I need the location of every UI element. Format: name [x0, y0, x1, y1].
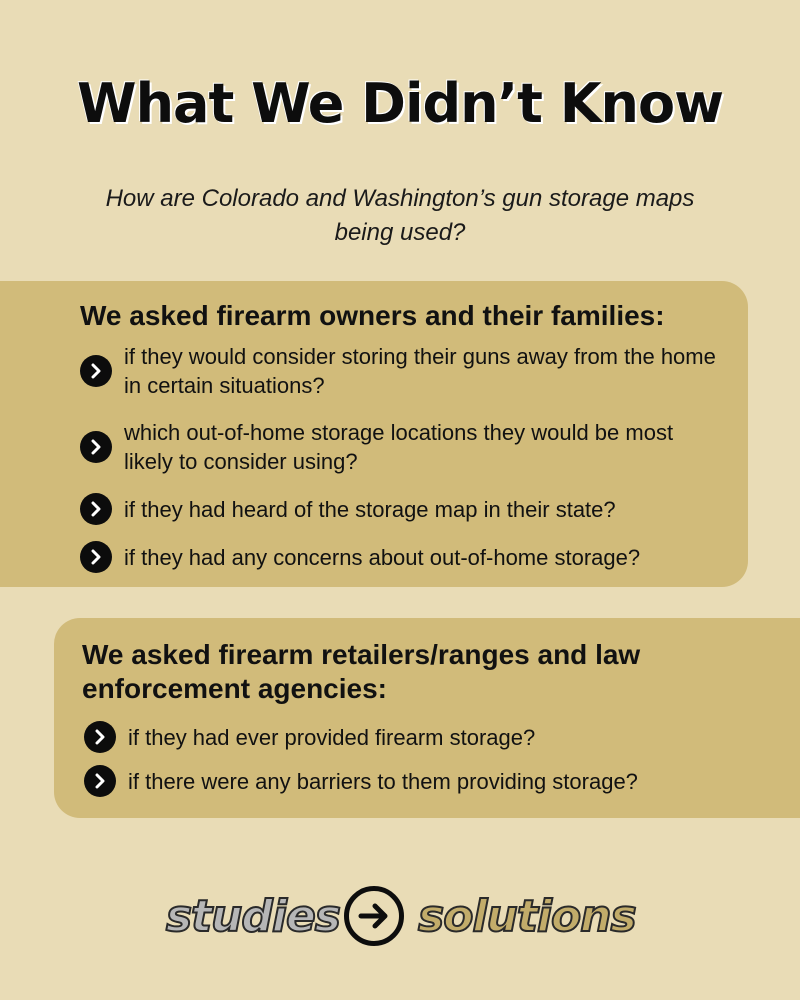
retailers-heading: We asked firearm retailers/ranges and law enforcement agencies: — [82, 639, 641, 704]
list-item — [80, 418, 720, 476]
page-title: What We Didn’t Know — [77, 72, 723, 135]
list-item-text: if they would consider storing their guns away from the home in certain situations? — [124, 344, 716, 398]
list-item-text: which out-of-home storage locations they would be most likely to consider using? — [124, 420, 674, 474]
list-item — [80, 342, 720, 400]
chevron-right-icon — [80, 355, 112, 387]
list-item — [84, 721, 744, 753]
owners-heading: We asked firearm owners and their families: — [80, 300, 665, 331]
logo-word-studies: studies — [165, 891, 340, 942]
list-item-text: if they had ever provided firearm storage? — [128, 724, 536, 750]
chevron-right-icon — [80, 541, 112, 573]
chevron-right-icon — [84, 765, 116, 797]
list-item-text: if there were any barriers to them providing storage? — [128, 768, 638, 794]
chevron-right-icon — [80, 431, 112, 463]
list-item-text: if they had any concerns about out-of-home storage? — [124, 544, 641, 570]
chevron-right-icon — [80, 493, 112, 525]
studies-solutions-logo — [140, 882, 670, 954]
list-item — [80, 541, 748, 573]
list-item — [84, 765, 784, 797]
list-item — [80, 493, 740, 525]
chevron-right-icon — [84, 721, 116, 753]
list-item-text: if they had heard of the storage map in their state? — [124, 496, 616, 522]
page-subtitle: How are Colorado and Washington’s gun storage maps being used? — [105, 185, 695, 246]
logo-word-solutions: solutions — [418, 891, 636, 942]
arrow-right-icon — [344, 886, 404, 946]
